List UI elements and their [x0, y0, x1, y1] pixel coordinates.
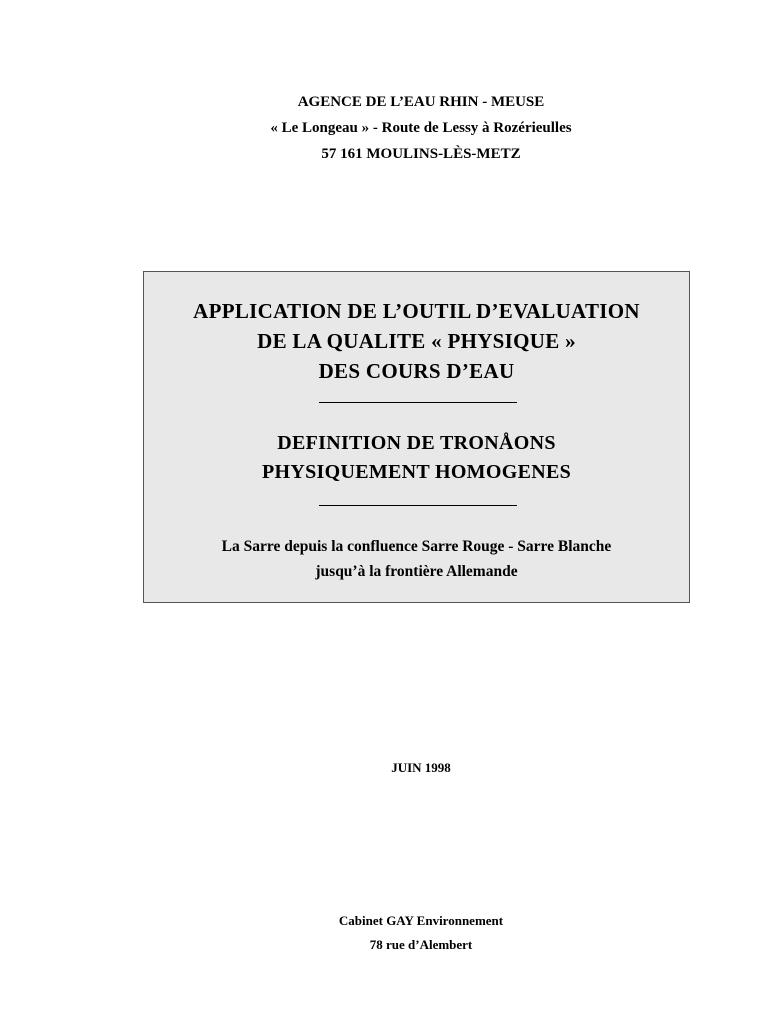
agency-city: 57 161 MOULINS-LÈS-METZ	[321, 146, 521, 162]
agency-header	[0, 89, 770, 167]
title-box	[143, 271, 690, 603]
report-title	[144, 296, 689, 386]
report-subtitle-line-2: PHYSIQUEMENT HOMOGENES	[261, 461, 572, 483]
study-scope-line-1: La Sarre depuis la confluence Sarre Rouge - Sarre Blanche	[221, 538, 612, 555]
report-date: JUIN 1998	[391, 760, 451, 775]
subtitle-separator	[319, 505, 517, 506]
consultant-footer	[0, 909, 770, 957]
report-title-line-2: DE LA QUALITE « PHYSIQUE »	[257, 329, 576, 353]
study-scope	[144, 534, 689, 584]
agency-address: « Le Longeau » - Route de Lessy à Rozérieulles	[270, 120, 572, 136]
report-subtitle-line-1: DEFINITION DE TRONÅONS	[277, 432, 556, 454]
report-title-line-1: APPLICATION DE L’OUTIL D’EVALUATION	[193, 299, 640, 323]
agency-name: AGENCE DE L’EAU RHIN - MEUSE	[297, 94, 545, 110]
study-scope-line-2: jusqu’à la frontière Allemande	[315, 563, 518, 580]
report-subtitle	[144, 429, 689, 487]
title-separator	[319, 402, 517, 403]
report-title-line-3: DES COURS D’EAU	[318, 359, 515, 383]
consultant-address: 78 rue d’Alembert	[369, 937, 473, 952]
consultant-name: Cabinet GAY Environnement	[338, 913, 504, 928]
